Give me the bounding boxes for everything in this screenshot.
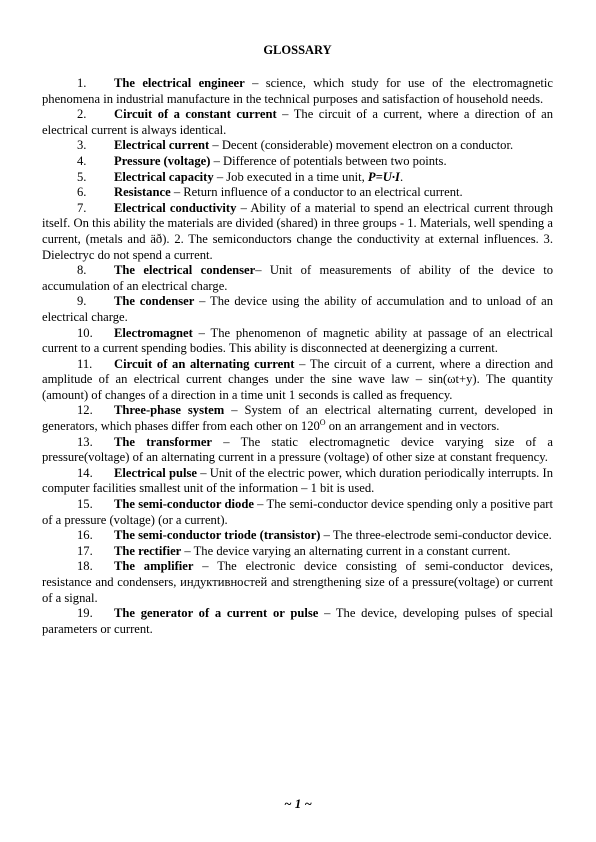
entry-number: 16. (77, 528, 93, 543)
glossary-entry (42, 154, 553, 170)
entry-term: Electromagnet (114, 325, 193, 340)
entry-term: The condenser (114, 294, 195, 309)
entry-number: 4. (77, 153, 87, 168)
entry-term: The rectifier (114, 543, 182, 558)
entry-term: Electrical pulse (114, 465, 197, 480)
entry-formula: P=U·I (367, 169, 400, 184)
glossary-entry (42, 357, 553, 404)
entry-number: 1. (77, 76, 87, 90)
page-title: GLOSSARY (263, 43, 332, 57)
entry-definition: – The electronic device consisting of semi-conductor devices, resistance and condensers, индуктивностей and strengthening size of a pressure(voltage) or current of a signal. (42, 559, 554, 605)
entry-definition: – The circuit of a current, where a direction of an electrical current is always identical. (42, 107, 553, 137)
glossary-entry (42, 326, 553, 357)
entry-term: Three-phase system (114, 403, 225, 418)
entry-term: The amplifier (114, 559, 194, 574)
entry-term: The semi-conductor triode (transistor) (114, 528, 321, 543)
entry-definition: – System of an electrical alternating current, developed in generators, which phases differ from each other on 120 (42, 403, 553, 434)
entry-number: 6. (77, 185, 87, 200)
entry-definition: – Difference of potentials between two points. (210, 153, 447, 168)
entry-number: 10. (77, 325, 93, 340)
entry-definition: – science, which study for use of the electromagnetic phenomena in industrial manufacture in the technical purposes and satisfaction of household needs. (42, 76, 554, 106)
entry-definition: – Decent (considerable) movement electron on a conductor. (209, 138, 514, 153)
glossary-entry (42, 294, 553, 325)
glossary-entry (42, 263, 553, 294)
entry-definition-end: . (399, 169, 404, 184)
glossary-entry (42, 528, 553, 544)
entry-definition: – Ability of a material to spend an electrical current through itself. On this ability the materials are divided (shared) in three groups - 1. Materials, well spending a current, (metals and äð). 2. The semiconductors change the conductivity at external influences. 3. Dielectryc do not spend a current. (42, 200, 553, 262)
entry-definition: – The semi-conductor device spending only a positive part of a pressure (voltage) (or a current). (42, 497, 553, 527)
glossary-entry (42, 76, 553, 107)
entry-number: 2. (77, 107, 87, 122)
entry-definition: – Return influence of a conductor to an electrical current. (170, 185, 463, 200)
entry-term: The electrical condenser (114, 263, 256, 278)
entry-term: Electrical conductivity (114, 200, 237, 215)
entry-definition: – The circuit of a current, where a direction and amplitude of an electrical current changes under the sine wave law – sin(ωt+y). The quantity (amount) of changes of a direction in a time unit 1 seconds is called as frequency. (42, 356, 553, 402)
glossary-entry (42, 466, 553, 497)
entry-number: 13. (77, 434, 93, 449)
entry-number: 7. (77, 200, 87, 215)
entry-definition-end: on an arrangement and in vectors. (325, 419, 500, 434)
document-page (42, 40, 553, 637)
entry-number: 14. (77, 465, 93, 480)
entry-definition: – The device varying an alternating current in a constant current. (181, 543, 511, 558)
glossary-entry (42, 138, 553, 154)
entry-term: The generator of a current or pulse (114, 606, 319, 621)
page-number: ~ 1 ~ (284, 796, 312, 811)
entry-definition: – The phenomenon of magnetic ability at passage of an electrical current to a current spending bodies. This ability is disconnected at deenergizing a current. (42, 325, 553, 356)
glossary-list (42, 76, 553, 637)
glossary-entry (42, 201, 553, 263)
glossary-entry (42, 606, 553, 637)
glossary-entry (42, 185, 553, 201)
glossary-entry (42, 403, 553, 434)
entry-term: The transformer (114, 434, 212, 449)
entry-definition: – The static electromagnetic device varying size of a pressure(voltage) of an alternating current in a pressure (voltage) of other size at constant frequency. (42, 434, 553, 465)
degree-superscript: O (319, 417, 326, 427)
entry-number: 9. (77, 294, 87, 309)
entry-term: Circuit of an alternating current (114, 356, 295, 371)
entry-definition: – Job executed in a time unit, (213, 169, 368, 184)
glossary-entry (42, 544, 553, 560)
entry-number: 15. (77, 497, 93, 512)
entry-number: 17. (77, 543, 93, 558)
entry-term: Circuit of a constant current (114, 107, 277, 122)
entry-number: 3. (77, 138, 87, 153)
entry-number: 11. (77, 356, 93, 371)
glossary-entry (42, 435, 553, 466)
entry-definition: – Unit of the electric power, which duration periodically interrupts. In computer facilities smallest unit of the information – 1 bit is used. (42, 465, 553, 496)
entry-number: 19. (77, 606, 93, 621)
entry-term: The electrical engineer (114, 76, 245, 90)
entry-term: Electrical capacity (114, 169, 214, 184)
glossary-entry (42, 559, 553, 606)
glossary-entry (42, 497, 553, 528)
entry-number: 8. (77, 263, 87, 278)
entry-number: 18. (77, 559, 93, 574)
entry-definition: – Unit of measurements of ability of the device to accumulation of an electrical charge. (42, 263, 554, 293)
glossary-entry (42, 170, 553, 186)
glossary-entry (42, 107, 553, 138)
entry-number: 12. (77, 403, 93, 418)
entry-definition: – The device using the ability of accumulation and to unload of an electrical charge. (42, 294, 553, 324)
entry-term: Electrical current (114, 138, 210, 153)
entry-number: 5. (77, 169, 87, 184)
entry-definition: – The device, developing pulses of special parameters or current. (42, 606, 553, 636)
entry-term: Pressure (voltage) (114, 153, 211, 168)
entry-definition: – The three-electrode semi-conductor device. (320, 528, 552, 543)
entry-term: Resistance (114, 185, 171, 200)
entry-term: The semi-conductor diode (114, 497, 254, 512)
